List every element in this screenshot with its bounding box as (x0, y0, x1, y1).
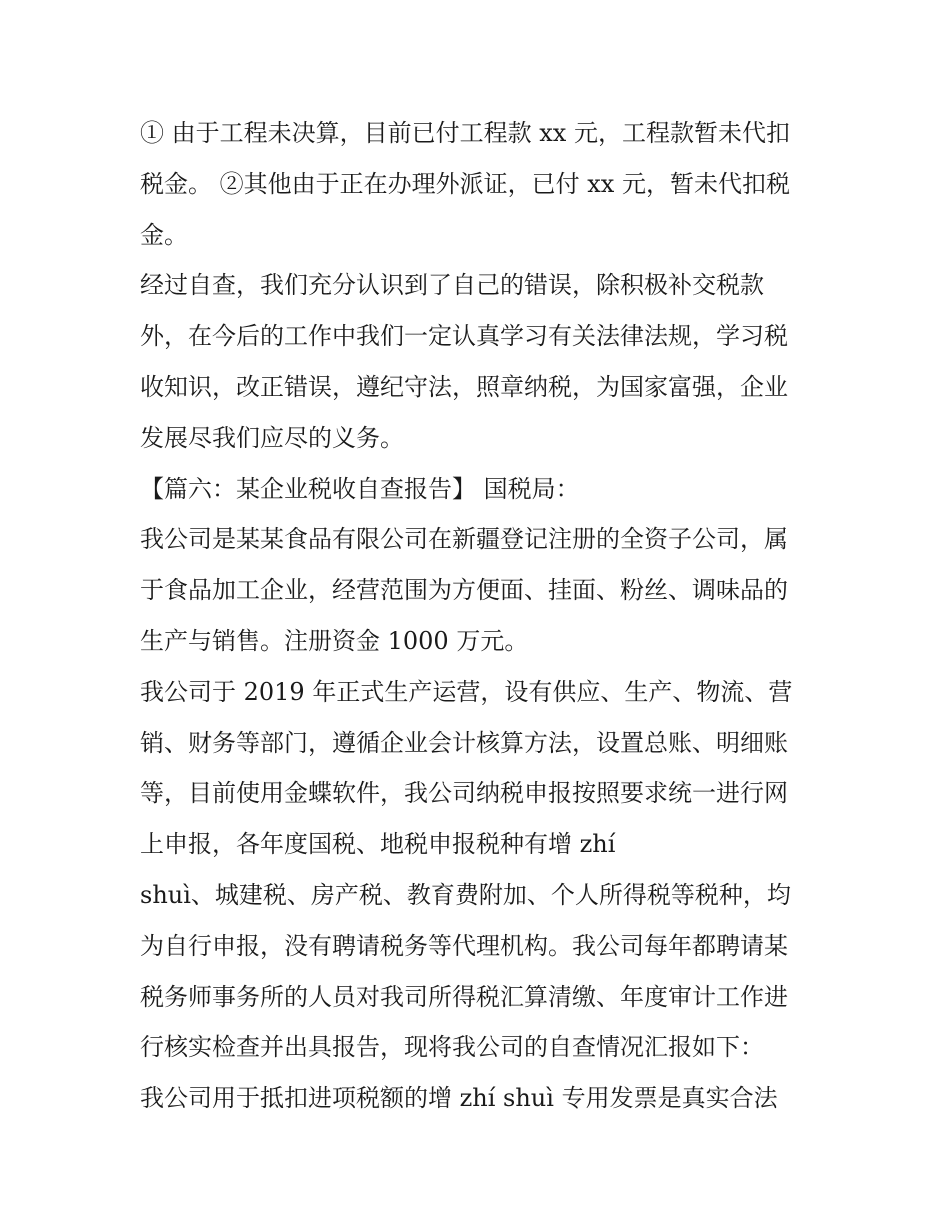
text-line: 发展尽我们应尽的义务。 (140, 423, 404, 452)
text-line: 上申报，各年度国税、地税申报税种有增 zhí (140, 830, 616, 859)
text-line: 销、财务等部门，遵循企业会计核算方法，设置总账、明细账 (140, 728, 788, 757)
text-line: 我公司用于抵扣进项税额的增 zhí shuì 专用发票是真实合法 (140, 1084, 778, 1113)
text-line: 等，目前使用金蝶软件，我公司纳税申报按照要求统一进行网 (140, 779, 788, 808)
text-line: 税金。 ②其他由于正在办理外派证，已付 xx 元，暂未代扣税 (140, 169, 790, 198)
text-line: 外，在今后的工作中我们一定认真学习有关法律法规，学习税 (140, 322, 788, 351)
document-body (140, 108, 820, 1124)
section-heading: 【篇六：某企业税收自查报告】 国税局： (140, 474, 580, 503)
text-line: 收知识，改正错误，遵纪守法，照章纳税，为国家富强，企业 (140, 372, 788, 401)
text-line: 税务师事务所的人员对我司所得税汇算清缴、年度审计工作进 (140, 982, 788, 1011)
text-line: 生产与销售。注册资金 1000 万元。 (140, 626, 529, 655)
text-line: 我公司是某某食品有限公司在新疆登记注册的全资子公司，属 (140, 525, 788, 554)
text-line: 我公司于 2019 年正式生产运营，设有供应、生产、物流、营 (140, 677, 793, 706)
text-line: shuì、城建税、房产税、教育费附加、个人所得税等税种，均 (140, 880, 791, 909)
text-line: 于食品加工企业，经营范围为方便面、挂面、粉丝、调味品的 (140, 576, 788, 605)
text-line: 金。 (140, 220, 188, 249)
text-line: 为自行申报，没有聘请税务等代理机构。我公司每年都聘请某 (140, 931, 788, 960)
text-line: 经过自查，我们充分认识到了自己的错误，除积极补交税款 (140, 271, 764, 300)
text-line: 行核实检查并出具报告，现将我公司的自查情况汇报如下： (140, 1033, 764, 1062)
text-line: ① 由于工程未决算，目前已付工程款 xx 元，工程款暂未代扣 (140, 119, 790, 147)
